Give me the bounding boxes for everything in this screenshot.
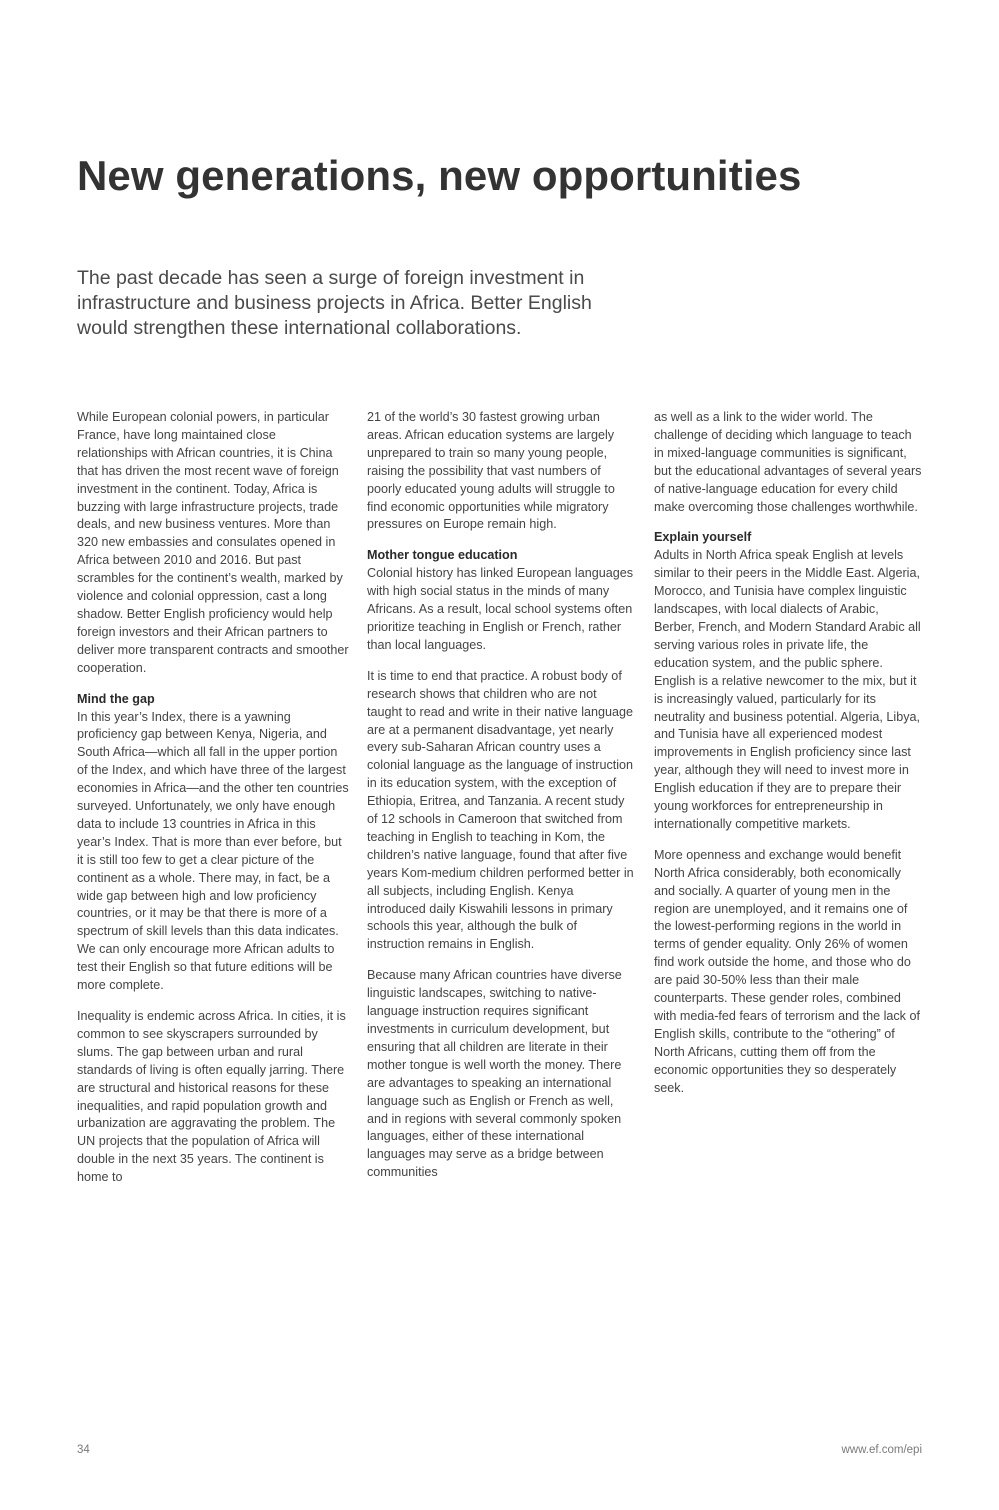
body-paragraph: Colonial history has linked European languages with high social status in the minds of many Africans. As a result, local school systems often prioritize teaching in English or French, rather than local languages.: [367, 566, 634, 652]
text-column-2: [367, 409, 635, 1195]
section-heading-mother-tongue: Mother tongue education: [367, 548, 518, 563]
section-heading-explain-yourself: Explain yourself: [654, 530, 752, 545]
body-paragraph: 21 of the world’s 30 fastest growing urban areas. African education systems are largely unprepared to train so many young people, raising the possibility that vast numbers of poorly educated young adults will struggle to find economic opportunities while migratory pressures on Europe remain high.: [367, 410, 615, 532]
body-paragraph: It is time to end that practice. A robust body of research shows that children who are not taught to read and write in their native language are at a permanent disadvantage, yet nearly every sub-Saharan African country uses a colonial language as the language of instruction in its education system, with the exception of Ethiopia, Eritrea, and Tanzania. A recent study of 12 schools in Cameroon that switched from teaching in English to teaching in Kom, the children’s native language, found that after five years Kom-medium children performed better in all subjects, including English. Kenya introduced daily Kiswahili lessons in primary schools this year, although the bulk of instruction remains in English.: [367, 668, 634, 952]
body-paragraph: Adults in North Africa speak English at levels similar to their peers in the Middle East. Algeria, Morocco, and Tunisia have complex linguistic landscapes, with local dialects of Arabic, Berber, French, and Modern Standard Arabic all serving various roles in private life, the education system, and the public sphere. English is a relative newcomer to the mix, but it is increasingly valued, particularly for its neutrality and business potential. Algeria, Libya, and Tunisia have all experienced modest improvements in English proficiency since last year, although they will need to invest more in English education if they are to prepare their young workforces for entrepreneurship in internationally competitive markets.: [654, 548, 921, 831]
text-column-3: [654, 409, 922, 1111]
intro-paragraph: The past decade has seen a surge of foreign investment in infrastructure and business projects in Africa. Better English would strengthen these international collaborations.: [77, 267, 592, 339]
body-paragraph: While European colonial powers, in particular France, have long maintained close relationships with African countries, it is China that has driven the most recent wave of foreign investment in the continent. Today, Africa is buzzing with large infrastructure projects, trade deals, and new business ventures. More than 320 new embassies and consulates opened in Africa between 2010 and 2016. But past scrambles for the continent’s wealth, marked by violence and colonial oppression, cast a long shadow. Better English proficiency would help foreign investors and their African partners to deliver more transparent contracts and smoother cooperation.: [77, 410, 349, 675]
page-number: 34: [77, 1444, 90, 1456]
text-column-1: [77, 409, 349, 1200]
body-paragraph: Because many African countries have diverse linguistic landscapes, switching to native-language instruction requires significant investments in curriculum development, but ensuring that all children are literate in their mother tongue is well worth the money. There are advantages to speaking an international language such as English or French as well, and in regions with several commonly spoken languages, either of these international languages may serve as a bridge between communities: [367, 968, 622, 1180]
page-title: New generations, new opportunities: [77, 152, 802, 199]
body-paragraph: In this year’s Index, there is a yawning proficiency gap between Kenya, Nigeria, and South Africa—which all fall in the upper portion of the Index, and which have three of the largest economies in Africa—and the other ten countries surveyed. Unfortunately, we only have enough data to include 13 countries in Africa in this year’s Index. That is more than ever before, but it is still too few to get a clear picture of the continent as a whole. There may, in fact, be a wide gap between high and low proficiency countries, or it may be that there is more of a spectrum of skill levels than this data indicates. We can only encourage more African adults to test their English so that future editions will be more complete.: [77, 709, 349, 993]
body-paragraph: Inequality is endemic across Africa. In cities, it is common to see skyscrapers surrounded by slums. The gap between urban and rural standards of living is often equally jarring. There are structural and historical reasons for these inequalities, and rapid population growth and urbanization are aggravating the problem. The UN projects that the population of Africa will double in the next 35 years. The continent is home to: [77, 1009, 346, 1185]
body-paragraph: More openness and exchange would benefit North Africa considerably, both economically and socially. A quarter of young men in the region are unemployed, and it remains one of the lowest-performing regions in the world in terms of gender equality. Only 26% of women find work outside the home, and those who do are paid 30-50% less than their male counterparts. These gender roles, combined with media-fed fears of terrorism and the lack of English skills, contribute to the “othering” of North Africans, cutting them off from the economic opportunities they so desperately seek.: [654, 847, 920, 1095]
body-paragraph: as well as a link to the wider world. The challenge of deciding which language to teach in mixed-language communities is significant, but the educational advantages of several years of native-language education for every child make overcoming those challenges worthwhile.: [654, 410, 922, 514]
footer-url: www.ef.com/epi: [841, 1444, 922, 1456]
section-heading-mind-the-gap: Mind the gap: [77, 691, 155, 706]
